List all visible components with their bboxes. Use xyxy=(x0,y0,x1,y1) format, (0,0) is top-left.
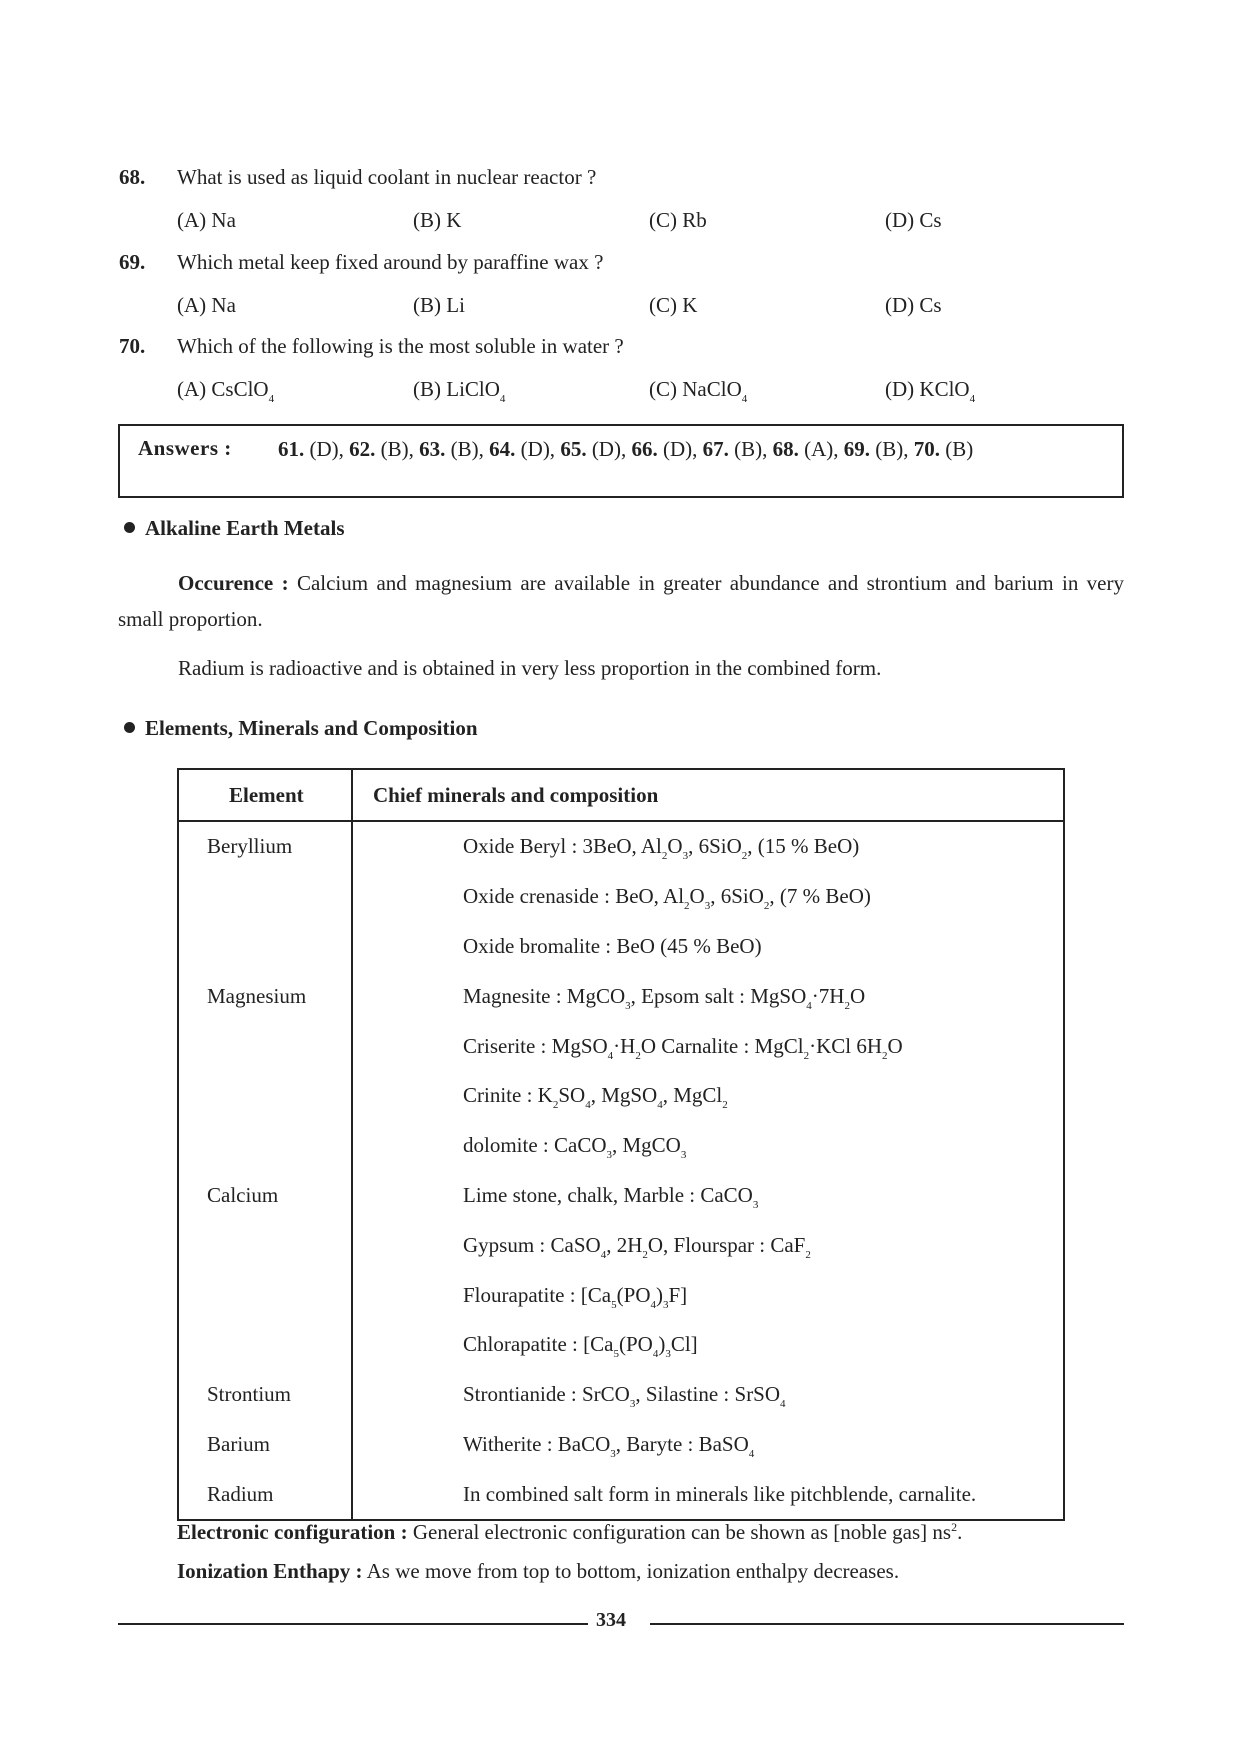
ionization-enthalpy: Ionization Enthapy : As we move from top to bottom, ionization enthalpy decreases. xyxy=(177,1559,900,1583)
answers-list xyxy=(278,436,1108,463)
element-cell xyxy=(178,1270,352,1320)
element-cell: Radium xyxy=(178,1469,352,1520)
answer-choice: (B), xyxy=(380,437,414,461)
answer-number: 63. xyxy=(419,437,446,461)
col-header-minerals: Chief minerals and composition xyxy=(352,769,1064,821)
option: (B) K xyxy=(413,208,462,232)
element-cell: Magnesium xyxy=(178,971,352,1021)
answer-number: 67. xyxy=(702,437,729,461)
element-cell xyxy=(178,1071,352,1121)
element-cell xyxy=(178,1320,352,1370)
mineral-cell: Criserite : $MgSO_4\cdot H_2O$ Carnalite : MgCl$_2$·KCl $6H_2O$ xyxy=(352,1021,1064,1071)
answer-number: 65. xyxy=(560,437,587,461)
mineral-cell: Flourapatite : $[Ca_5(PO_4)_3F]$ xyxy=(352,1270,1064,1320)
question-68 xyxy=(119,165,596,190)
occurence-label: Occurence : xyxy=(178,571,289,595)
answers-box xyxy=(118,424,1124,498)
section-heading-minerals: Elements, Minerals and Composition xyxy=(124,716,478,741)
table-row xyxy=(178,1220,1064,1270)
answer-choice: (B) xyxy=(945,437,974,461)
question-number: 68. xyxy=(119,165,146,189)
radium-paragraph: Radium is radioactive and is obtained in very less proportion in the combined form. xyxy=(178,656,882,680)
question-text: What is used as liquid coolant in nuclear reactor ? xyxy=(177,165,597,189)
element-cell: Strontium xyxy=(178,1370,352,1420)
mineral-cell: Lime stone, chalk, Marble : CaCO$_3$ xyxy=(352,1171,1064,1221)
table-row xyxy=(178,1071,1064,1121)
bullet-icon xyxy=(124,522,135,533)
electronic-configuration: Electronic configuration : General electronic configuration can be shown as [noble gas] $ns^2$. xyxy=(177,1520,963,1544)
option: (B) Li xyxy=(413,293,465,317)
occurence-text: Calcium and magnesium are available in greater abundance and strontium and barium in very small proportion. xyxy=(118,571,1125,631)
answer-choice: (D), xyxy=(591,437,627,461)
answer-choice: (B), xyxy=(450,437,484,461)
table-row xyxy=(178,821,1064,872)
option: (A) Na xyxy=(177,293,236,317)
element-cell: Beryllium xyxy=(178,821,352,872)
section-heading-alkaline: Alkaline Earth Metals xyxy=(124,516,345,541)
answers-label: Answers : xyxy=(138,436,232,460)
mineral-cell: Gypsum : CaSO$_4$, $2H_2O$, Flourspar : CaF$_2$ xyxy=(352,1220,1064,1270)
element-cell xyxy=(178,872,352,922)
question-number: 70. xyxy=(119,334,146,358)
option: (D) Cs xyxy=(885,208,942,232)
mineral-cell: dolomite : CaCO$_3$, MgCO$_3$ xyxy=(352,1121,1064,1171)
option: (B) LiClO$_4$ xyxy=(413,377,506,405)
mineral-cell: Oxide Beryl : 3BeO, $Al_2O_3$, 6SiO$_2$, (15 % BeO) xyxy=(352,821,1064,872)
answer-choice: (B), xyxy=(875,437,909,461)
element-cell xyxy=(178,1220,352,1270)
table-row xyxy=(178,872,1064,922)
table-row xyxy=(178,1469,1064,1520)
element-cell: Barium xyxy=(178,1420,352,1470)
answer-number: 70. xyxy=(913,437,941,461)
option: (C) Rb xyxy=(649,208,707,232)
table-row xyxy=(178,1171,1064,1221)
answer-number: 61. xyxy=(278,437,305,461)
bullet-icon xyxy=(124,722,135,733)
question-70 xyxy=(119,334,624,359)
answer-choice: (D), xyxy=(309,437,344,461)
answer-number: 68. xyxy=(772,437,799,461)
mineral-cell: Chlorapatite : $[Ca_5(PO_4)_3Cl]$ xyxy=(352,1320,1064,1370)
answer-number: 66. xyxy=(631,437,658,461)
option: (D) Cs xyxy=(885,293,942,317)
footer-divider-left xyxy=(118,1623,588,1625)
element-cell xyxy=(178,1021,352,1071)
question-text: Which of the following is the most soluble in water ? xyxy=(177,334,624,358)
mineral-cell: Oxide bromalite : BeO (45 % BeO) xyxy=(352,922,1064,972)
mineral-cell: In combined salt form in minerals like pitchblende, carnalite. xyxy=(352,1469,1064,1520)
option: (D) KClO$_4$ xyxy=(885,377,976,405)
table-row xyxy=(178,1370,1064,1420)
minerals-table xyxy=(177,768,1065,1521)
answer-number: 69. xyxy=(843,437,871,461)
answer-number: 64. xyxy=(489,437,516,461)
mineral-cell: Crinite : $K_2SO_4$, MgSO$_4$, MgCl$_2$ xyxy=(352,1071,1064,1121)
mineral-cell: Oxide crenaside : BeO, $Al_2O_3$, 6SiO$_2$, (7 % BeO) xyxy=(352,872,1064,922)
option: (C) NaClO$_4$ xyxy=(649,377,748,405)
table-row xyxy=(178,1021,1064,1071)
table-row xyxy=(178,1420,1064,1470)
answer-number: 62. xyxy=(349,437,376,461)
mineral-cell: Strontianide : SrCO$_3$, Silastine : SrSO$_4$ xyxy=(352,1370,1064,1420)
question-text: Which metal keep fixed around by paraffine wax ? xyxy=(177,250,604,274)
question-number: 69. xyxy=(119,250,146,274)
table-row xyxy=(178,1320,1064,1370)
question-69 xyxy=(119,250,603,275)
table-row xyxy=(178,922,1064,972)
footer-divider-right xyxy=(650,1623,1124,1625)
occurence-paragraph xyxy=(118,565,1124,637)
mineral-cell: Magnesite : MgCO$_3$, Epsom salt : $MgSO_4\cdot 7H_2O$ xyxy=(352,971,1064,1021)
answer-choice: (A), xyxy=(804,437,839,461)
option: (C) K xyxy=(649,293,698,317)
mineral-cell: Witherite : BaCO$_3$, Baryte : BaSO$_4$ xyxy=(352,1420,1064,1470)
table-row xyxy=(178,1270,1064,1320)
answer-choice: (D), xyxy=(520,437,556,461)
col-header-element: Element xyxy=(178,769,352,821)
element-cell: Calcium xyxy=(178,1171,352,1221)
option: (A) Na xyxy=(177,208,236,232)
answer-choice: (B), xyxy=(734,437,768,461)
page-number: 334 xyxy=(596,1609,626,1631)
option: (A) CsClO$_4$ xyxy=(177,377,275,405)
table-row xyxy=(178,971,1064,1021)
element-cell xyxy=(178,1121,352,1171)
answer-choice: (D), xyxy=(662,437,698,461)
element-cell xyxy=(178,922,352,972)
table-row xyxy=(178,1121,1064,1171)
